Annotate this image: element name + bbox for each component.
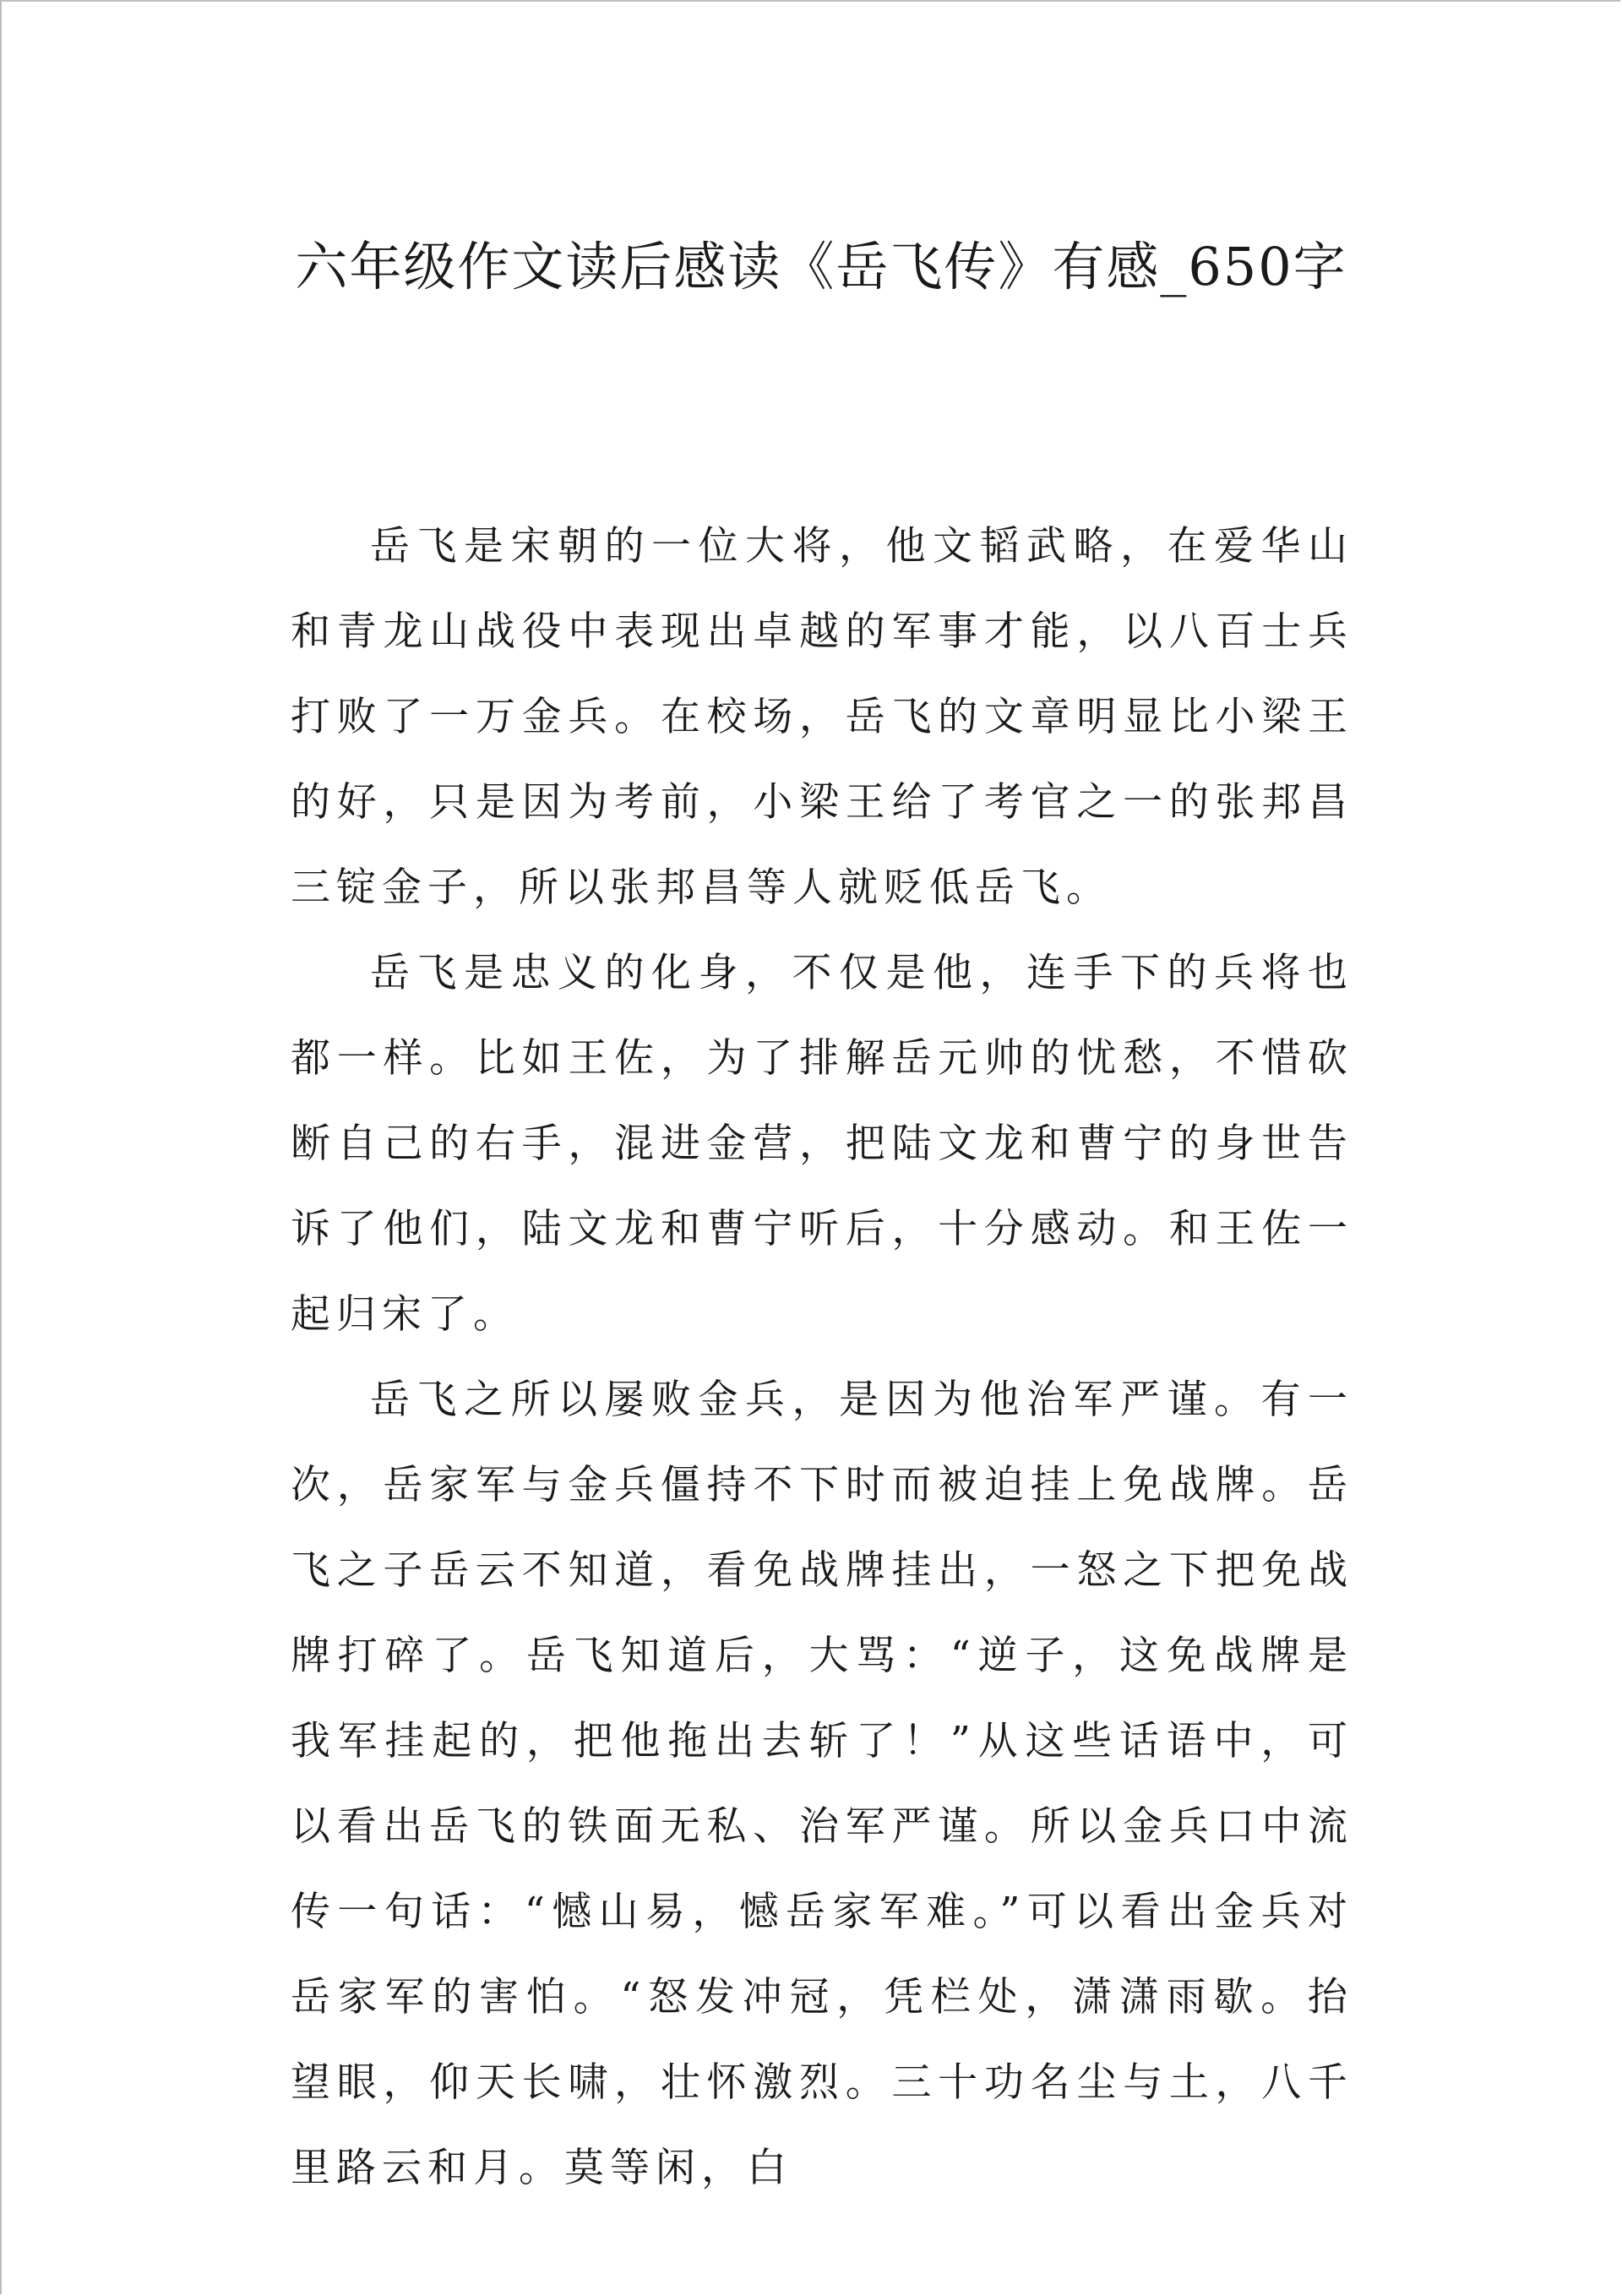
document-title: 六年级作文读后感读《岳飞传》有感_650字 (295, 236, 1347, 297)
paragraph: 岳飞是宋朝的一位大将，他文韬武略，在爱华山和青龙山战役中表现出卓越的军事才能，以八百士兵打败了一万金兵。在校场，岳飞的文章明显比小梁王的好，只是因为考前，小梁王给了考官之一的张邦昌三锭金子，所以张邦昌等人就贬低岳飞。 (291, 523, 1353, 911)
paragraph: 岳飞之所以屡败金兵，是因为他治军严谨。有一次，岳家军与金兵僵持不下时而被迫挂上免战牌。岳飞之子岳云不知道，看免战牌挂出，一怒之下把免战牌打碎了。岳飞知道后，大骂：“逆子，这免战牌是我军挂起的，把他拖出去斩了！”从这些话语中，可以看出岳飞的铁面无私、治军严谨。所以金兵口中流传一句话：“憾山易，憾岳家军难。”可以看出金兵对岳家军的害怕。“怒发冲冠，凭栏处，潇潇雨歇。抬望眼，仰天长啸，壮怀激烈。三十功名尘与土，八千里路云和月。莫等闲，白 (291, 1377, 1353, 2191)
paragraph: 岳飞是忠义的化身，不仅是他，连手下的兵将也都一样。比如王佐，为了排解岳元帅的忧愁，不惜砍断自己的右手，混进金营，把陆文龙和曹宁的身世告诉了他们，陆文龙和曹宁听后，十分感动。和王佐一起归宋了。 (291, 950, 1353, 1338)
document-body (291, 504, 1353, 2211)
